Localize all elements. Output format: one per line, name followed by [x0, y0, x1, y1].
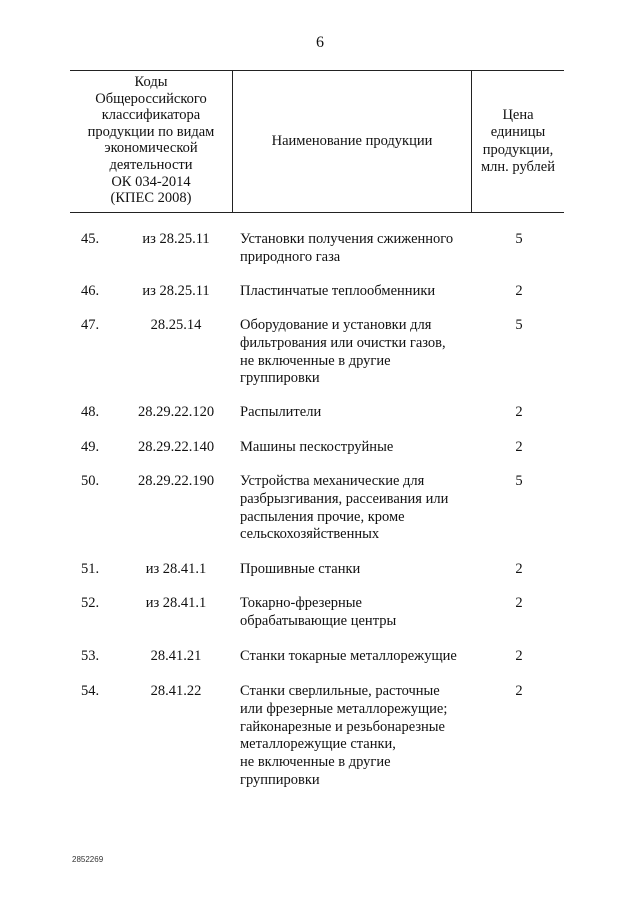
- row-name: Распылители: [240, 404, 322, 420]
- row-price: 2: [515, 404, 523, 420]
- row-number: 45.: [81, 231, 100, 247]
- row-number: 51.: [81, 561, 100, 577]
- row-price: 2: [515, 683, 523, 699]
- row-code: из 28.25.11: [142, 283, 210, 299]
- header-code-text: Коды Общероссийского классификатора продукции по видам экономической деятельности ОК 034-2014 (КПЕС 2008): [87, 74, 215, 207]
- row-price: 5: [515, 231, 523, 247]
- row-number: 48.: [81, 404, 100, 420]
- row-code: 28.29.22.190: [137, 473, 215, 489]
- row-name: Прошивные станки: [240, 561, 361, 577]
- header-price-column: [472, 71, 564, 212]
- row-number: 46.: [81, 283, 100, 299]
- row-code: 28.41.22: [150, 683, 202, 699]
- row-price: 2: [515, 595, 523, 611]
- row-number: 52.: [81, 595, 100, 611]
- row-code: из 28.41.1: [145, 561, 207, 577]
- row-code: 28.25.14: [150, 317, 202, 333]
- row-name: Станки сверлильные, расточные или фрезерные металлорежущие; гайконарезные и резьбонарезные металлорежущие станки, не включенные в другие группировки: [240, 683, 448, 788]
- row-price: 5: [515, 473, 523, 489]
- header-name-column: [232, 71, 472, 212]
- row-code: 28.29.22.140: [137, 439, 215, 455]
- row-price: 2: [515, 648, 523, 664]
- row-name: Оборудование и установки для фильтрования или очистки газов, не включенные в другие группировки: [240, 317, 446, 387]
- row-name: Станки токарные металлорежущие: [240, 648, 457, 664]
- header-code-column: [70, 71, 232, 212]
- row-number: 47.: [81, 317, 100, 333]
- row-code: из 28.25.11: [142, 231, 210, 247]
- row-number: 50.: [81, 473, 100, 489]
- table-header-row: [70, 70, 564, 213]
- row-code: из 28.41.1: [145, 595, 207, 611]
- row-price: 2: [515, 439, 523, 455]
- row-code: 28.29.22.120: [137, 404, 215, 420]
- row-name: Токарно-фрезерные обрабатывающие центры: [240, 595, 397, 629]
- page-number: 6: [316, 34, 324, 51]
- row-number: 49.: [81, 439, 100, 455]
- header-name-text: Наименование продукции: [271, 133, 433, 149]
- row-name: Пластинчатые теплообменники: [240, 283, 436, 299]
- row-code: 28.41.21: [150, 648, 202, 664]
- row-price: 2: [515, 283, 523, 299]
- row-name: Устройства механические для разбрызгивания, рассеивания или распыления прочие, кроме сельскохозяйственных: [240, 473, 449, 543]
- header-price-text: Цена единицы продукции, млн. рублей: [481, 106, 555, 175]
- row-price: 2: [515, 561, 523, 577]
- row-name: Машины пескоструйные: [240, 439, 394, 455]
- row-number: 54.: [81, 683, 100, 699]
- products-table-header: [70, 70, 564, 213]
- row-name: Установки получения сжиженного природного газа: [240, 231, 454, 265]
- row-price: 5: [515, 317, 523, 333]
- row-number: 53.: [81, 648, 100, 664]
- document-footer-code: 2852269: [72, 855, 104, 864]
